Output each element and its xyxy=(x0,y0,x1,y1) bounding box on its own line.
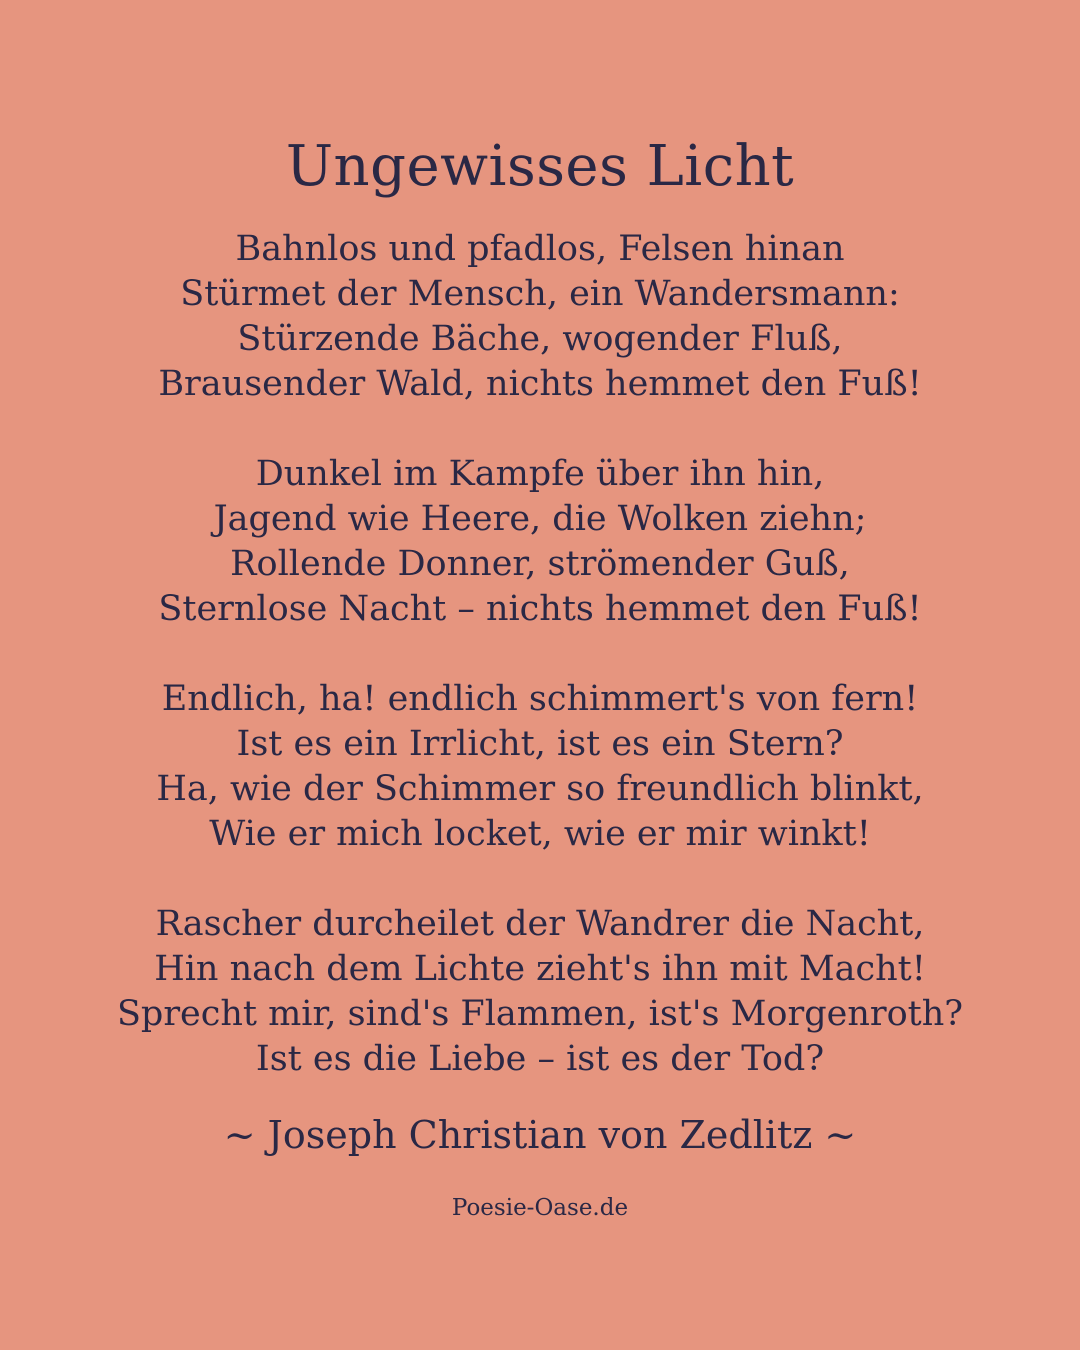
stanza-2 xyxy=(0,452,1080,632)
poem-title: Ungewisses Licht xyxy=(285,134,795,199)
poem-line: Bahnlos und pfadlos, Felsen hinan xyxy=(235,229,845,269)
poem-line: Jagend wie Heere, die Wolken ziehn; xyxy=(213,499,867,539)
stanza-4 xyxy=(0,902,1080,1082)
poem-line: Ist es die Liebe – ist es der Tod? xyxy=(255,1039,825,1079)
poem-line: Stürzende Bäche, wogender Fluß, xyxy=(237,319,843,359)
poem-line: Ist es ein Irrlicht, ist es ein Stern? xyxy=(236,724,844,764)
poem-line: Sprecht mir, sind's Flammen, ist's Morgenroth? xyxy=(116,994,964,1034)
poem-line: Dunkel im Kampfe über ihn hin, xyxy=(255,454,825,494)
stanza-3 xyxy=(0,677,1080,857)
poem-line: Ha, wie der Schimmer so freundlich blinkt, xyxy=(156,769,924,809)
poem-author: ~ Joseph Christian von Zedlitz ~ xyxy=(223,1113,857,1157)
poem-line: Wie er mich locket, wie er mir winkt! xyxy=(209,814,871,854)
stanza-1 xyxy=(0,227,1080,407)
poem-line: Sternlose Nacht – nichts hemmet den Fuß! xyxy=(158,589,922,629)
poem-line: Stürmet der Mensch, ein Wandersmann: xyxy=(180,274,900,314)
poem-line: Hin nach dem Lichte zieht's ihn mit Macht! xyxy=(154,949,926,989)
poem-line: Endlich, ha! endlich schimmert's von fern! xyxy=(161,679,919,719)
poem-line: Brausender Wald, nichts hemmet den Fuß! xyxy=(158,364,922,404)
source-credit: Poesie-Oase.de xyxy=(451,1195,629,1221)
poem-body xyxy=(0,227,1080,1082)
poem-line: Rollende Donner, strömender Guß, xyxy=(230,544,850,584)
poem-line: Rascher durcheilet der Wandrer die Nacht, xyxy=(155,904,925,944)
